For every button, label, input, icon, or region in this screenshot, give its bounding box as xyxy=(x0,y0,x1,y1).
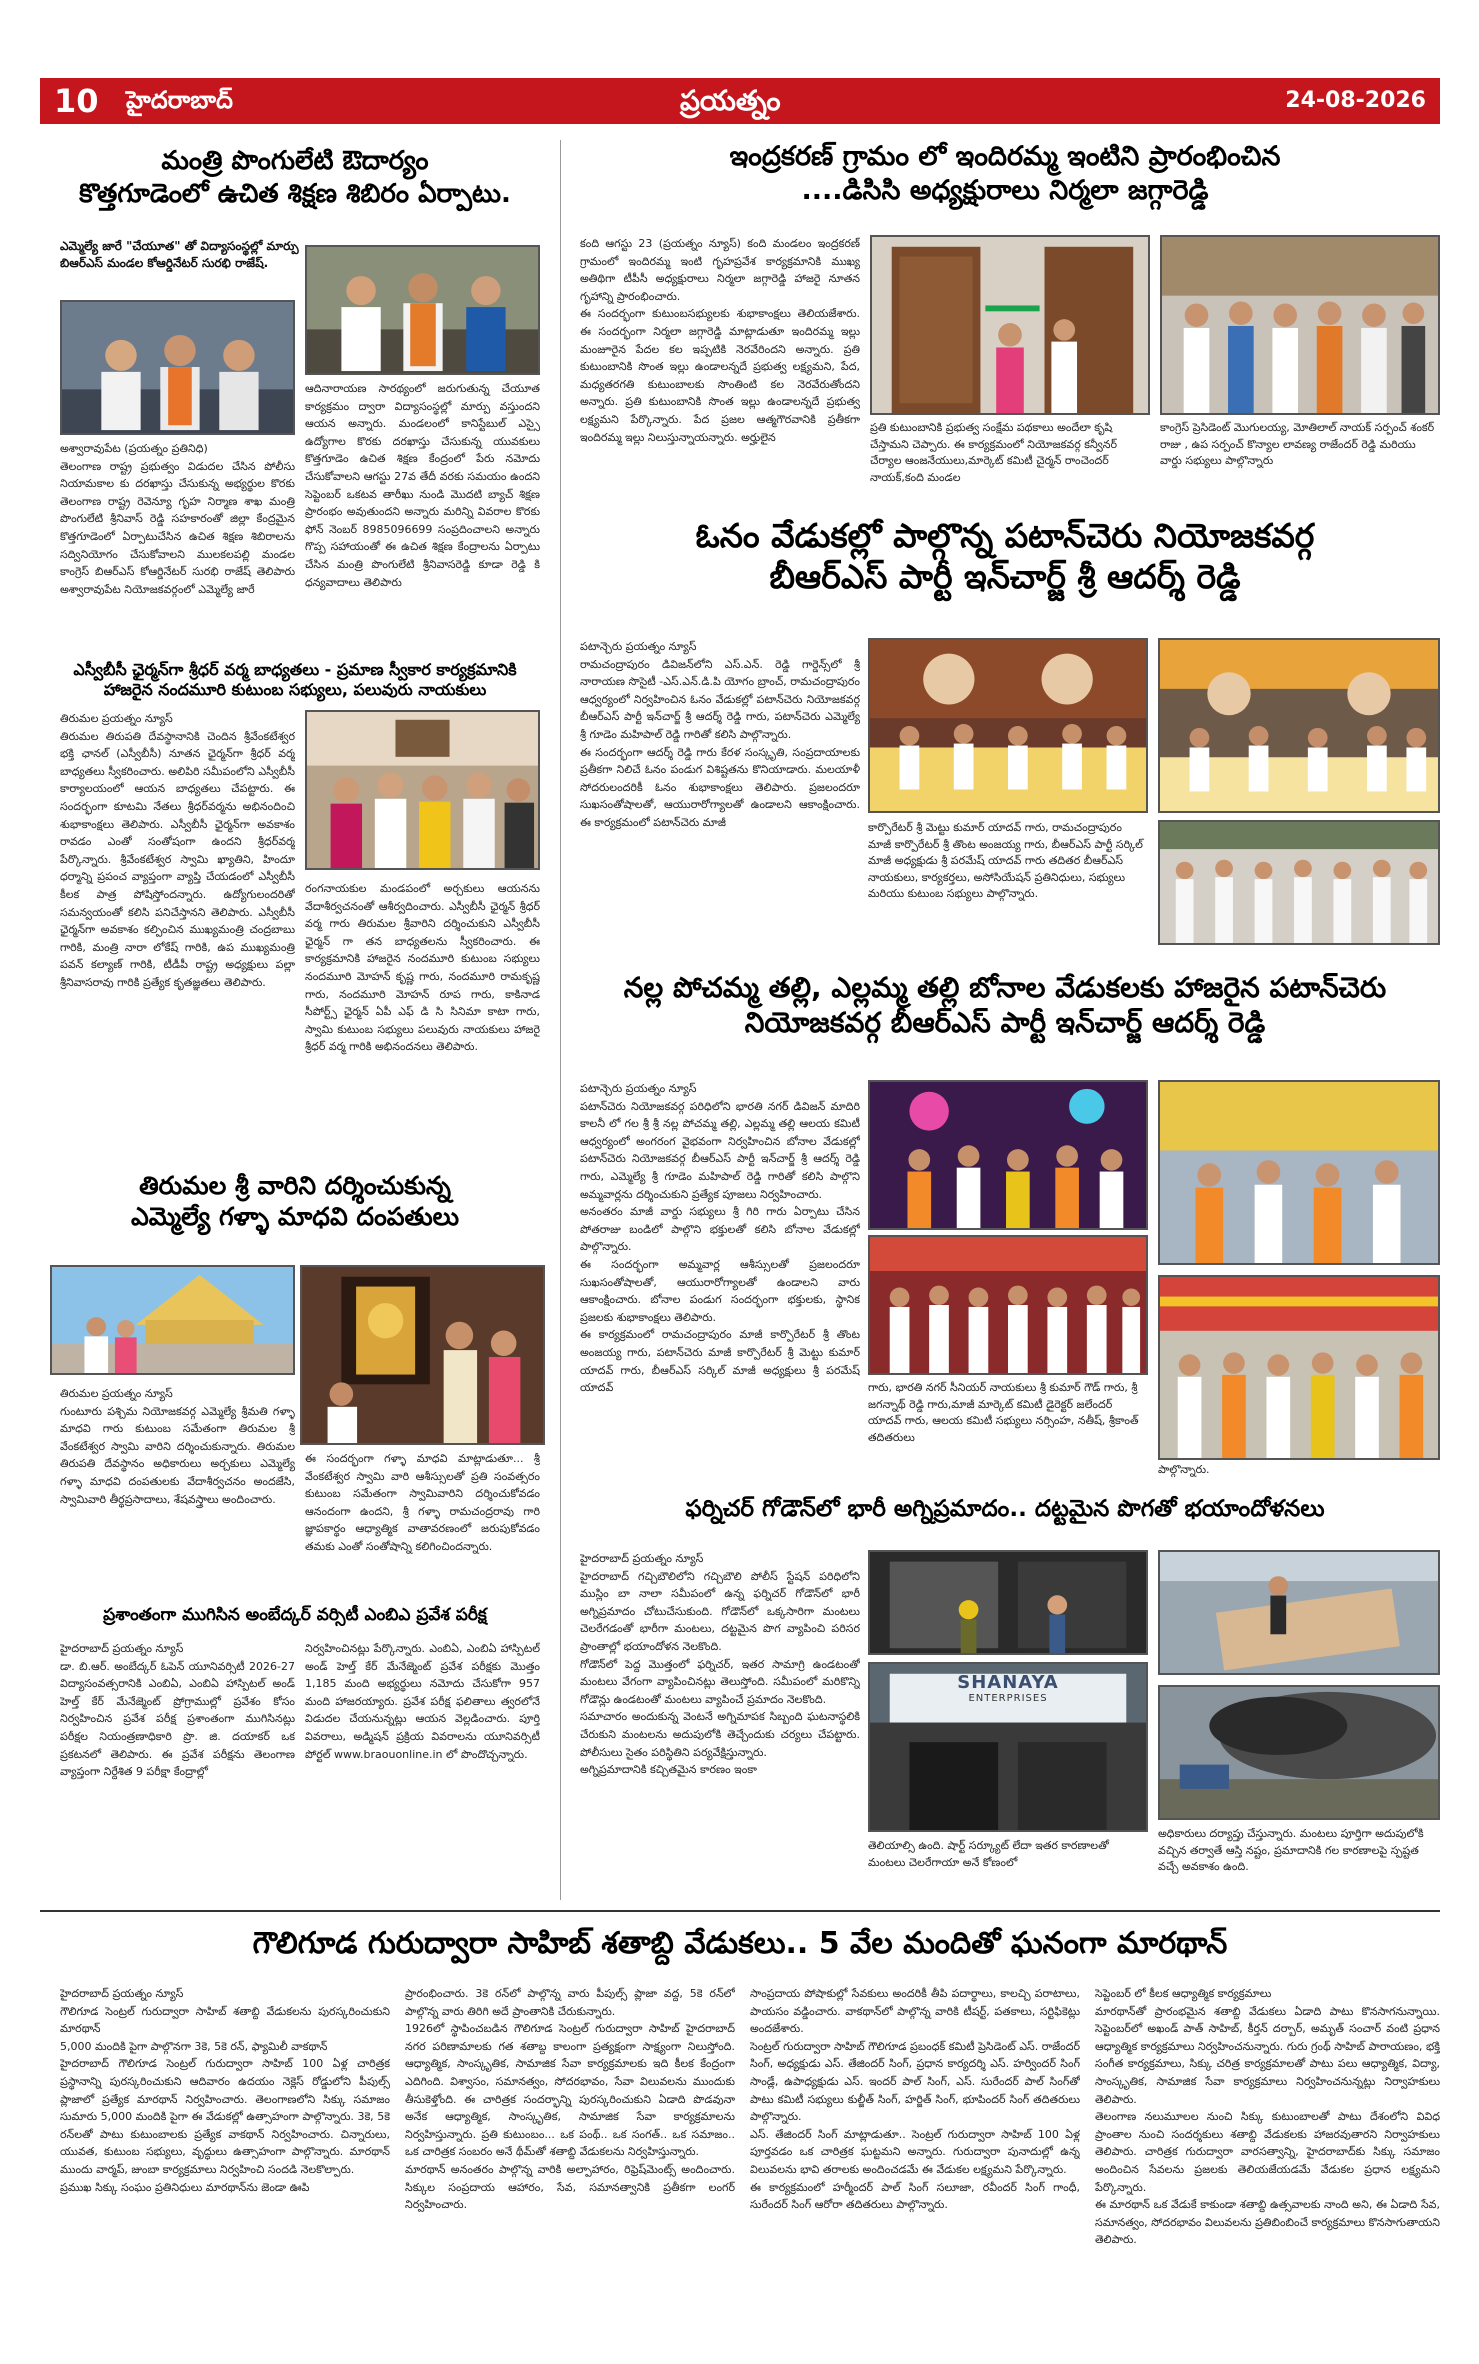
story6-photo-left xyxy=(868,638,1148,813)
story1-photo-right xyxy=(305,245,540,375)
story9-headline: గౌలిగూడ గురుద్వారా సాహిబ్ శతాబ్ది వేడుకలు.. 5 వేల మందితో ఘనంగా మారథాన్ xyxy=(252,1926,1228,1961)
masthead-bar xyxy=(40,78,1440,124)
page-number: 10 xyxy=(54,82,99,120)
story6-headline xyxy=(570,515,1440,598)
shop-sign xyxy=(888,1672,1128,1716)
story4-headline: ప్రశాంతంగా ముగిసిన అంబేద్కర్ వర్సిటీ ఎంబిఎ ప్రవేశ పరీక్ష xyxy=(103,1605,487,1625)
story1-byline: ఎమ్మెల్యే జారే "చేయూత" తో విద్యాసంస్థల్లో మార్పు బిఆర్ఎస్ మండల కోఆర్డినేటర్ సురభి రాజేష్. xyxy=(60,239,299,270)
story7-photo-4 xyxy=(1158,1275,1440,1460)
section-divider xyxy=(40,1910,1440,1912)
story8-photo-1 xyxy=(868,1550,1148,1655)
story4-body-right: నిర్వహించినట్లు పేర్కొన్నారు. ఎంబిఏ, ఎంబిఏ హాస్పిటల్ అండ్ హెల్త్ కేర్ మేనేజ్మెంట్ ప్రవేశ పరీక్షకు మొత్తం 1,185 మంది అభ్యర్థులు నమోదు చేసుకోగా 957 మంది హాజరయ్యారు. ప్రవేశ పరీక్ష ఫలితాలు త్వరలోనే విడుదల చేయనున్నట్లు ఆయన వెల్లడించారు. పూర్తి వివరాలు, అడ్మిషన్ ప్రక్రియ వివరాలను యూనివర్సిటీ పోర్టల్ www.braouonline.in లో పొందొచ్చన్నారు. xyxy=(305,1642,540,1761)
story7-headline-line1: నల్ల పోచమ్మ తల్లి, ఎల్లమ్మ తల్లి బోనాల వేడుకలకు హాజరైన పటాన్‌చెరు xyxy=(623,971,1387,1004)
story5-caption-right: కాంగ్రెస్ ప్రెసిడెంట్ మొగులయ్య, మోతిలాల్ నాయక్ సర్పంచ్ శంకర్ రాజు , ఉప సర్పంచ్ కొన్యాల లావణ్య రాజేందర్ రెడ్డి మరియు వార్డు సభ్యులు పాల్గొన్నారు xyxy=(1160,421,1435,467)
story3-headline-line2: ఎమ్మెల్యే గళ్ళా మాధవి దంపతులు xyxy=(130,1202,459,1232)
story7-body: పటాన్చెరు ప్రయత్నం న్యూస్ పటాన్‌చెరు నియోజకవర్గ పరిధిలోని భారతి నగర్ డివిజన్ మాదిరి కాలనీ లో గల శ్రీ శ్రీ నల్ల పోచమ్మ తల్లి, ఎల్లమ్మ తల్లి ఆలయ కమిటీ ఆధ్వర్యంలో అంగరంగ వైభవంగా నిర్వహించిన బోనాల వేడుకల్లో పటాన్‌చెరు నియోజకవర్గ బీఆర్ఎస్ పార్టీ ఇన్‌చార్జ్ శ్రీ ఆదర్శ్ రెడ్డి గారు, ఎమ్మెల్యే శ్రీ గూడెం మహిపాల్ రెడ్డి గారితో కలిసి పాల్గొని అమ్మవార్లను దర్శించుకుని ప్రత్యేక పూజలు నిర్వహించారు. అనంతరం మాజీ వార్డు సభ్యులు శ్రీ గిరి గారు ఏర్పాటు చేసిన పోతరాజు బండిలో పాల్గొని భక్తులతో కలిసి బోనాల వేడుకల్లో పాల్గొన్నారు. ఈ సందర్భంగా అమ్మవార్ల ఆశీస్సులతో ప్రజలందరూ సుఖసంతోషాలతో, ఆయురారోగ్యాలతో ఉండాలని వారు ఆకాంక్షించారు. బోనాల పండుగ సందర్భంగా భక్తులకు, స్థానిక ప్రజలకు శుభాకాంక్షలు తెలిపారు. ఈ కార్యక్రమంలో రామచంద్రాపురం మాజీ కార్పొరేటర్ శ్రీ తొంట అంజయ్య గారు, పటాన్‌చెరు మాజీ కార్పొరేటర్ శ్రీ మెట్టు కుమార్ యాదవ్ గారు, బీఆర్ఎస్ సర్కిల్ మాజీ అధ్యక్షులు శ్రీ పరమేష్ యాదవ్ xyxy=(580,1082,860,1395)
story8-caption-mid: తెలియాల్సి ఉంది. షార్ట్ సర్క్యూట్ లేదా ఇతర కారణాలతో మంటలు చెలరేగాయా అనే కోణంలో xyxy=(868,1839,1109,1869)
story1-headline xyxy=(40,145,550,210)
story8-photo-2 xyxy=(1158,1550,1440,1675)
story7-headline xyxy=(570,970,1440,1040)
story6-photo-bottom xyxy=(1158,820,1440,945)
story7-photo-2 xyxy=(1158,1080,1440,1265)
story4-body-left: హైదరాబాద్ ప్రయత్నం న్యూస్ డా. బి.ఆర్. అంబేద్కర్ ఓపెన్ యూనివర్సిటీ 2026-27 విద్యాసంవత్సరానికి ఎంబిఏ, ఎంబిఏ హాస్పిటల్ అండ్ హెల్త్ కేర్ మేనేజ్మెంట్ ప్రోగ్రాముల్లో ప్రవేశం కోసం నిర్వహించిన ప్రవేశ పరీక్ష ప్రశాంతంగా ముగిసినట్లు పరీక్షల నియంత్రణాధికారి ప్రొ. జి. దయాకర్ ఒక ప్రకటనలో తెలిపారు. ఈ ప్రవేశ పరీక్షను తెలంగాణ వ్యాప్తంగా నిర్దేశిత 9 పరీక్షా కేంద్రాల్లో xyxy=(60,1642,295,1779)
story5-photo-left xyxy=(870,235,1150,415)
story8-caption-right: అధికారులు దర్యాప్తు చేస్తున్నారు. మంటలు పూర్తిగా అదుపులోకి వచ్చిన తర్వాతే ఆస్తి నష్టం, ప్రమాదానికి గల కారణాలపై స్పష్టత వచ్చే అవకాశం ఉంది. xyxy=(1158,1827,1424,1873)
story2-headline xyxy=(40,660,550,700)
story3-body-left: తిరుమల ప్రయత్నం న్యూస్ గుంటూరు పశ్చిమ నియోజకవర్గ ఎమ్మెల్యే శ్రీమతి గళ్ళా మాధవి గారు కుటుంబ సమేతంగా తిరుమల శ్రీ వేంకటేశ్వర స్వామి వారిని దర్శించుకున్నారు. తిరుమల తిరుపతి దేవస్థానం అధికారులు అర్చకులు ఎమ్మెల్యే గళ్ళా మాధవి దంపతులకు వేదాశీర్వచనం అందజేసి, స్వామివారి తీర్థప్రసాదాలు, శేషవస్త్రాలు అందించారు. xyxy=(60,1387,295,1506)
story9-col2: ప్రారంభించారు. 3కె రన్‌లో పాల్గొన్న వారు పీపుల్స్ ప్లాజా వద్ద, 5కె రన్‌లో పాల్గొన్న వారు తిరిగి అదే ప్రాంతానికి చేరుకున్నారు. 1926లో స్థాపించబడిన గౌలిగూడ సెంట్రల్ గురుద్వారా సాహిబ్ హైదరాబాద్ నగర పరిణామాలకు గత శతాబ్ద కాలంగా ప్రత్యక్షంగా సాక్ష్యంగా నిలుస్తోంది. ఆధ్యాత్మిక, సాంస్కృతిక, సామాజిక సేవా కార్యక్రమాలకు ఇది కీలక కేంద్రంగా ఎదిగింది. విశ్వాసం, సమానత్వం, సోదరభావం, సేవా విలువలను ముందుకు తీసుకెళ్తోంది. ఈ చారిత్రక సందర్భాన్ని పురస్కరించుకుని ఏడాది పొడవునా అనేక ఆధ్యాత్మిక, సాంస్కృతిక, సామాజిక సేవా కార్యక్రమాలను నిర్వహిస్తున్నారు. ప్రతి కుటుంబం... ఒక పంథ్.. ఒక సంగత్.. ఒక సమాజం.. ఒక చారిత్రక సంబరం అనే థీమ్‌తో శతాబ్ది వేడుకలను నిర్వహిస్తున్నారు. మారథాన్ అనంతరం పాల్గొన్న వారికి అల్పాహారం, రిఫ్రెష్‌మెంట్స్ అందించారు. సిక్కుల సంప్రదాయ ఆహారం, సేవ, సమానత్వానికి ప్రతీకగా లంగర్ నిర్వహించారు. xyxy=(405,1987,735,2212)
shop-sign-name: SHANAYA xyxy=(957,1672,1059,1693)
story2-photo xyxy=(305,710,540,870)
story7-photo-1 xyxy=(868,1080,1148,1230)
story5-photo-right xyxy=(1160,235,1440,415)
story3-headline-line1: తిరుమల శ్రీ వారిని దర్శించుకున్న xyxy=(139,1171,451,1200)
story7-headline-line2: నియోజకవర్గ బీఆర్ఎస్ పార్టీ ఇన్‌చార్జ్ ఆదర్శ్ రెడ్డి xyxy=(744,1006,1266,1039)
column-divider xyxy=(560,140,561,1900)
story5-headline xyxy=(570,140,1440,208)
paper-name: ప్రయత్నం xyxy=(680,84,781,117)
story6-headline-line1: ఓనం వేడుకల్లో పాల్గొన్న పటాన్‌చెరు నియోజకవర్గ xyxy=(695,516,1315,555)
story2-headline-line1: ఎస్వీబీసీ ఛైర్మన్‌గా శ్రీధర్ వర్మ బాధ్యతలు - ప్రమాణ స్వీకార కార్యక్రమానికి xyxy=(73,660,517,679)
section-name: హైదరాబాద్ xyxy=(126,86,233,114)
story1-body-left: అశ్వారావుపేట (ప్రయత్నం ప్రతినిధి) తెలంగాణ రాష్ట్ర ప్రభుత్వం విడుదల చేసిన పోలీసు నియామకాల కు దరఖాస్తు చేసుకున్న అభ్యర్థుల కొరకు తెలంగాణ రాష్ట్ర రెవెన్యూ గృహ నిర్మాణ శాఖ మంత్రి పొంగులేటి శ్రీనివాస్ రెడ్డి సహకారంతో జిల్లా కేంద్రమైన కొత్తగూడెంలో ఏర్పాటుచేసిన ఉచిత శిక్షణ శిబిరాలను సద్వినియోగం చేసుకోవాలని ములకలపల్లి మండల కాంగ్రెస్ బిఆర్ఎస్ కోఆర్డినేటర్ సురభి రాజేష్ తెలిపారు అశ్వారావుపేట నియోజకవర్గంలో ఎమ్మెల్యే జారే xyxy=(60,442,295,596)
story6-photo-right xyxy=(1158,638,1440,813)
story6-headline-line2: బీఆర్ఎస్ పార్టీ ఇన్‌చార్జ్ శ్రీ ఆదర్శ్ రెడ్డి xyxy=(769,557,1241,597)
story7-caption-mid: గారు, భారతి నగర్ సీనియర్ నాయకులు శ్రీ కుమార్ గౌడ్ గారు, శ్రీ జగన్నాథ్ రెడ్డి గారు,మాజీ మార్కెట్ కమిటీ డైరెక్టర్ జలేందర్ యాదవ్ గారు, ఆలయ కమిటీ సభ్యులు నర్సింహ, నతీష్, శ్రీకాంత్ తదితరులు xyxy=(868,1381,1139,1444)
story6-caption: కార్పొరేటర్ శ్రీ మెట్టు కుమార్ యాదవ్ గారు, రామచంద్రాపురం మాజీ కార్పొరేటర్ శ్రీ తొంట అంజయ్య గారు, బీఆర్ఎస్ పార్టీ సర్కిల్ మాజీ అధ్యక్షుడు శ్రీ పరమేష్ యాదవ్ గారు తదితర బీఆర్ఎస్ నాయకులు, కార్యకర్తలు, అసోసియేషన్ ప్రతినిధులు, సభ్యులు మరియు కుటుంబ సభ్యులు పాల్గొన్నారు. xyxy=(868,821,1143,900)
story5-caption-left: ప్రతి కుటుంబానికి ప్రభుత్వ సంక్షేమ పథకాలు అందేలా కృషి చేస్తామని చెప్పారు. ఈ కార్యక్రమంలో నియోజకవర్గ కన్వీనర్ చేర్యాల ఆంజనేయులు,మార్కెట్ కమిటీ చైర్మన్ రాంచెందర్ నాయక్,కంది మండల xyxy=(870,421,1117,484)
story9-col3: సాంప్రదాయ పోషాకుల్లో సేవకులు అందరికీ తీపి పదార్థాలు, కాలచ్చి పరాటాలు, పాయసం వడ్డించారు. వాకథాన్‌లో పాల్గొన్న వారికి టీషర్ట్, పతకాలు, సర్టిఫికెట్లు అందజేశారు. సెంట్రల్ గురుద్వారా సాహిబ్ గౌలిగూడ ప్రబంధక్ కమిటీ ప్రెసిడెంట్ ఎస్. రాజేందర్ సింగ్, అధ్యక్షుడు ఎస్. తేజిందర్ సింగ్, ప్రధాన కార్యదర్శి ఎస్. హర్విందర్ సింగ్ సాండ్లే, ఉపాధ్యక్షుడు ఎస్. ఇందర్ పాల్ సింగ్, ఎస్. సురేందర్ పాల్ సింగ్‌తో పాటు కమిటీ సభ్యులు కుల్జీత్ సింగ్, హర్జిత్ సింగ్, భూపిందర్ సింగ్ తదితరులు పాల్గొన్నారు. ఎస్. తేజిందర్ సింగ్ మాట్లాడుతూ.. సెంట్రల్ గురుద్వారా సాహిబ్ 100 ఏళ్ల పూర్తవడం ఒక చారిత్రక ఘట్టమని అన్నారు. గురుద్వారా పునాదుల్లో ఉన్న విలువలను భావి తరాలకు అందించడమే ఈ వేడుకల లక్ష్యమని పేర్కొన్నారు. ఈ కార్యక్రమంలో హర్మీందర్ పాల్ సింగ్ సలూజా, రవీందర్ సింగ్ గాంధీ, సురేందర్ సింగ్ ఆరోరా తదితరులు పాల్గొన్నారు. xyxy=(750,1987,1080,2212)
story9-col1: హైదరాబాద్ ప్రయత్నం న్యూస్ గౌలిగూడ సెంట్రల్ గురుద్వారా సాహిబ్ శతాబ్ది వేడుకలను పురస్కరించుకుని మారథాన్ 5,000 మందికి పైగా పాల్గొనగా 3కె, 5కె రన్, ఫ్యామిలీ వాకథాన్ హైదరాబాద్ గౌలిగూడ సెంట్రల్ గురుద్వారా సాహిబ్ 100 ఏళ్ల చారిత్రక ప్రస్థానాన్ని పురస్కరించుకుని ఆదివారం ఉదయం నెక్లెస్ రోడ్డులోని పీపుల్స్ ప్లాజాలో ప్రత్యేక మారథాన్ నిర్వహించారు. తెలంగాణలోని సిక్కు సమాజం సుమారు 5,000 మందికి పైగా ఈ వేడుకల్లో ఉత్సాహంగా పాల్గొన్నారు. 3కె, 5కె రన్‌లతో పాటు కుటుంబాలకు ప్రత్యేక వాకథాన్ నిర్వహించారు. చిన్నారులు, యువత, కుటుంబ సభ్యులు, వృద్ధులు ఉత్సాహంగా పాల్గొన్నారు. మారథాన్ ముందు వార్మప్, జుంబా కార్యక్రమాలు నిర్వహించి సందడి నెలకొల్పారు. ప్రముఖ సిక్కు సంఘం ప్రతినిధులు మారథాన్‌ను జెండా ఊపి xyxy=(60,1987,390,2194)
story1-body-right: ఆదినారాయణ సారథ్యంలో జరుగుతున్న చేయూత కార్యక్రమం ద్వారా విద్యాసంస్థల్లో మార్పు వస్తుందని ఆయన అన్నారు. మండలంలో కానిస్టేబుల్ ఎస్సై ఉద్యోగాల కొరకు దరఖాస్తు చేసుకున్న యువకులు కొత్తగూడెం ఉచిత శిక్షణ కేంద్రంలో పేరు నమోదు చేసుకోవాలని ఆగస్టు 27వ తేదీ వరకు సమయం ఉందని సెప్టెంబర్ ఒకటవ తారీఖు నుండి మొదటి బ్యాచ్ శిక్షణ ప్రారంభం అవుతుందని అన్నారు మరిన్ని వివరాల కొరకు ఫోన్ నెంబర్ 8985096699 సంప్రదించాలని అన్నారు గొప్ప సహాయంతో ఈ ఉచిత శిక్షణ కేంద్రాలను ఏర్పాటు చేసిన మంత్రి పొంగులేటి శ్రీనివాసరెడ్డి కూడా రెడ్డి కి ధన్యవాదాలు తెలిపారు xyxy=(305,382,540,589)
issue-date: 24-08-2026 xyxy=(1285,88,1426,113)
story8-headline: ఫర్నిచర్ గోడౌన్‌లో భారీ అగ్నిప్రమాదం.. దట్టమైన పొగతో భయాందోళనలు xyxy=(685,1496,1325,1522)
story8-body: హైదరాబాద్ ప్రయత్నం న్యూస్ హైదరాబాద్ గచ్చిబౌలిలోని గచ్చిబౌలి పోలీస్ స్టేషన్ పరిధిలోని ముస్లిం బా నాలా సమీపంలో ఉన్న ఫర్నిచర్ గోడౌన్‌లో భారీ అగ్నిప్రమాదం చోటుచేసుకుంది. గోడౌన్‌లో ఒక్కసారిగా మంటలు చెలరేగడంతో భారీగా మంటలు, దట్టమైన పొగ వ్యాపించి పరిసర ప్రాంతాల్లో భయాందోళన నెలకొంది. గోడౌన్‌లో పెద్ద మొత్తంలో ఫర్నిచర్, ఇతర సామాగ్రి ఉండటంతో మంటలు వేగంగా వ్యాపించినట్లు తెలుస్తోంది. సమీపంలో మరికొన్ని గోడౌన్లు ఉండటంతో మంటలు వ్యాపించే ప్రమాదం నెలకొంది. సమాచారం అందుకున్న వెంటనే అగ్నిమాపక సిబ్బంది ఘటనాస్థలికి చేరుకుని మంటలను అదుపులోకి తెచ్చేందుకు చర్యలు చేపట్టారు. పోలీసులు సైతం పరిస్థితిని పర్యవేక్షిస్తున్నారు. అగ్నిప్రమాదానికి కచ్చితమైన కారణం ఇంకా xyxy=(580,1552,860,1777)
story3-photo-right xyxy=(300,1265,545,1445)
story5-body: కంది ఆగస్టు 23 (ప్రయత్నం న్యూస్) కంది మండలం ఇంద్రకరణ్ గ్రామంలో ఇందిరమ్మ ఇంటి గృహప్రవేశ కార్యక్రమానికి ముఖ్య అతిథిగా టీపీసీ అధ్యక్షురాలు నిర్మలా జగ్గారెడ్డి హాజరై నూతన గృహాన్ని ప్రారంభించారు. ఈ సందర్భంగా కుటుంబసభ్యులకు శుభాకాంక్షలు తెలియజేశారు. ఈ సందర్భంగా నిర్మలా జగ్గారెడ్డి మాట్లాడుతూ ఇందిరమ్మ ఇల్లు మంజూరైన పేదల కల ఇప్పటికి నెరవేరిందని అన్నారు. ప్రతి కుటుంబానికి సొంత ఇల్లు ఉండాలన్నదే ప్రభుత్వ లక్ష్యమని, పేద, మధ్యతరగతి కుటుంబాలకు సొంతింటి కల నెరవేరుతోందని అన్నారు. ప్రతి కుటుంబానికి సొంత ఇల్లు ఉండాలన్నదే ప్రభుత్వ లక్ష్యమని పేర్కొన్నారు. పేద ప్రజల ఆత్మగౌరవానికి ప్రతీకగా ఇందిరమ్మ ఇల్లు నిలుస్తున్నాయన్నారు. అర్హులైన xyxy=(580,237,860,444)
story3-photo-left xyxy=(50,1265,295,1375)
story2-body-right: రంగనాయకుల మండపంలో అర్చకులు ఆయనను వేదాశీర్వచనంతో ఆశీర్వదించారు. ఎస్వీబీసీ ఛైర్మన్ శ్రీధర్ వర్మ గారు తిరుమల శ్రీవారిని దర్శించుకుని ఎస్వీబీసీ ఛైర్మన్ గా తన బాధ్యతలను స్వీకరించారు. ఈ కార్యక్రమానికి హాజరైన నందమూరి కుటుంబ సభ్యులు నందమూరి మోహన్ కృష్ణ గారు, నందమూరి రామకృష్ణ గారు, నందమూరి మోహన్ రూప గారు, కాకినాడ సీపోర్ట్స్ ఛైర్మన్ ఏపీ ఎఫ్ డి సి సినిమా కాటా గారు, స్వామి కుటుంబ సభ్యులు పలువురు నాయకులు హాజరై శ్రీధర్ వర్మ గారికి అభినందనలు తెలిపారు. xyxy=(305,882,540,1054)
story1-headline-line1: మంత్రి పొంగులేటి ఔదార్యం xyxy=(161,146,429,176)
story1-headline-line2: కొత్తగూడెంలో ఉచిత శిక్షణ శిబిరం ఏర్పాటు. xyxy=(79,178,511,209)
story5-headline-line2: ....డిసిసి అధ్యక్షురాలు నిర్మలా జగ్గారెడ్డి xyxy=(801,174,1209,206)
story6-body: పటాన్చెరు ప్రయత్నం న్యూస్ రామచంద్రాపురం డివిజన్‌లోని ఎస్.ఎన్. రెడ్డి గార్డెన్స్‌లో శ్రీ నారాయణ సొసైటీ -ఎస్.ఎన్.డి.పి యోగం బ్రాంచ్, రామచంద్రాపురం ఆధ్వర్యంలో నిర్వహించిన ఓనం వేడుకల్లో పటాన్‌చెరు నియోజకవర్గ బీఆర్ఎస్ పార్టీ ఇన్‌చార్జ్ శ్రీ ఆదర్శ్ రెడ్డి గారు, పటాన్‌చెరు ఎమ్మెల్యే శ్రీ గూడెం మహిపాల్ రెడ్డి గారితో కలిసి పాల్గొన్నారు. ఈ సందర్భంగా ఆదర్శ్ రెడ్డి గారు కేరళ సంస్కృతి, సంప్రదాయాలకు ప్రతీకగా నిలిచే ఓనం పండుగ విశిష్టతను కొనియాడారు. మలయాళీ సోదరులందరికీ ఓనం శుభాకాంక్షలు తెలిపారు. ప్రజలందరూ సుఖసంతోషాలతో, ఆయురారోగ్యాలతో ఉండాలని ఆకాంక్షించారు. ఈ కార్యక్రమంలో పటాన్‌చెరు మాజీ xyxy=(580,640,860,829)
story7-caption-right: పాల్గొన్నారు. xyxy=(1158,1463,1210,1476)
story7-photo-3 xyxy=(868,1235,1148,1375)
story1-photo-left xyxy=(60,300,295,435)
story3-headline xyxy=(40,1170,550,1233)
story2-headline-line2: హాజరైన నందమూరి కుటుంబ సభ్యులు, పలువురు నాయకులు xyxy=(103,680,487,699)
story8-photo-4 xyxy=(1158,1685,1440,1820)
shop-sign-subtext: ENTERPRISES xyxy=(968,1693,1048,1704)
story2-body-left: తిరుమల ప్రయత్నం న్యూస్ తిరుమల తిరుపతి దేవస్థానానికి చెందిన శ్రీవేంకటేశ్వర భక్తి ఛానల్ (ఎస్వీబీసీ) నూతన ఛైర్మన్‌గా శ్రీధర్ వర్మ బాధ్యతలు స్వీకరించారు. అలిపిరి సమీపంలోని ఎస్వీబీసీ కార్యాలయంలో ఆయన బాధ్యతలు చేపట్టారు. ఈ సందర్భంగా కూటమి నేతలు శ్రీధర్‌వర్మను అభినందించి శుభాకాంక్షలు తెలిపారు. ఎస్వీబీసీ ఛైర్మన్‌గా అవకాశం రావడం ఎంతో సంతోషంగా ఉందని శ్రీధర్‌వర్మ పేర్కొన్నారు. శ్రీవేంకటేశ్వర స్వామి ఖ్యాతిని, హిందూ ధర్మాన్ని ప్రపంచ వ్యాప్తంగా వ్యాప్తి చేయడంలో ఎస్వీబీసీ కీలక పాత్ర పోషిస్తోందన్నారు. ఉద్యోగులందరితో సమన్వయంతో కలిసి పనిచేస్తానని తెలిపారు. ఎస్వీబీసీ ఛైర్మన్‌గా అవకాశం కల్పించిన ముఖ్యమంత్రి చంద్రబాబు గారికి, మంత్రి నారా లోకేష్ గారికి, ఉప ముఖ్యమంత్రి పవన్ కల్యాణ్ గారికి, టీడీపీ రాష్ట్ర అధ్యక్షులు పల్లా శ్రీనివాసరావు గారికి ప్రత్యేక కృతజ్ఞతలు తెలిపారు. xyxy=(60,712,295,989)
story9-col4: సెప్టెంబర్ లో కీలక ఆధ్యాత్మిక కార్యక్రమాలు మారథాన్‌తో ప్రారంభమైన శతాబ్ది వేడుకలు ఏడాది పాటు కొనసాగనున్నాయి. సెప్టెంబర్‌లో అఖండ్ పాత్ సాహిబ్, కీర్తన్ దర్బార్, అమృత్ సంచార్ వంటి ప్రధాన ఆధ్యాత్మిక కార్యక్రమాలు నిర్వహించనున్నారు. గురు గ్రంథ్ సాహిబ్ పారాయణం, భక్తి సంగీత కార్యక్రమాలు, సిక్కు చరిత్ర కార్యక్రమాలతో పాటు పలు ఆధ్యాత్మిక, విద్యా, సాంస్కృతిక, సామాజిక సేవా కార్యక్రమాలు నిర్వహించనున్నట్లు నిర్వాహకులు తెలిపారు. తెలంగాణ నలుమూలల నుంచి సిక్కు కుటుంబాలతో పాటు దేశంలోని వివిధ ప్రాంతాల నుంచి సందర్శకులు శతాబ్ది వేడుకలకు హాజరవుతారని నిర్వాహకులు తెలిపారు. చారిత్రక గురుద్వారా వారసత్వాన్ని, హైదరాబాద్‌కు సిక్కు సమాజం అందించిన సేవలను ప్రజలకు తెలియజేయడమే వేడుకల ప్రధాన లక్ష్యమని పేర్కొన్నారు. ఈ మారథాన్ ఒక వేడుకే కాకుండా శతాబ్ది ఉత్సవాలకు నాంది అని, ఈ ఏడాది సేవ, సమానత్వం, సోదరభావం విలువలను ప్రతిబింబించే కార్యక్రమాలు కొనసాగుతాయని తెలిపారు. xyxy=(1095,1987,1440,2247)
story3-body-right: ఈ సందర్భంగా గళ్ళా మాధవి మాట్లాడుతూ... శ్రీ వేంకటేశ్వర స్వామి వారి ఆశీస్సులతో ప్రతి సంవత్సరం కుటుంబ సమేతంగా స్వామివారిని దర్శించుకోవడం ఆనందంగా ఉందని, శ్రీ గళ్ళా రామచంద్రరావు గారి జ్ఞాపకార్థం ఆధ్యాత్మిక వాతావరణంలో జరుపుకోవడం తమకు ఎంతో సంతోషాన్ని కలిగించిందన్నారు. xyxy=(305,1452,540,1553)
story5-headline-line1: ఇంద్రకరణ్ గ్రామం లో ఇందిరమ్మ ఇంటిని ప్రారంభించిన xyxy=(729,141,1281,172)
